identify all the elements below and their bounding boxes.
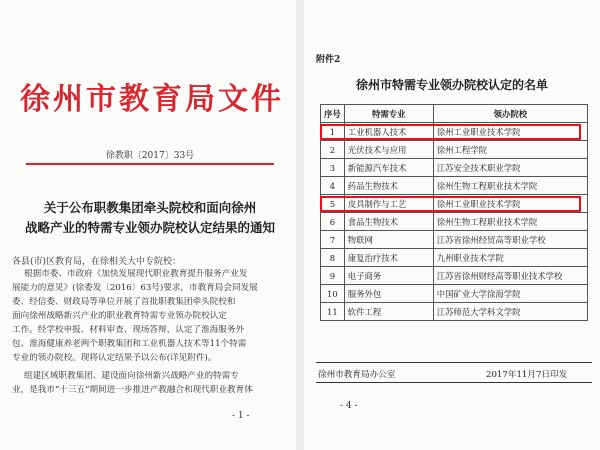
body-line: 包、淮海健康养老两个职教集团和工业机器人技术等11个特需	[12, 339, 247, 349]
page-number: - 4 -	[340, 401, 358, 411]
table-row	[321, 267, 588, 285]
row-number: 4	[321, 177, 345, 195]
table-row	[321, 159, 588, 177]
row-number: 7	[321, 231, 345, 249]
attachment-page	[304, 0, 600, 450]
row-number: 11	[321, 303, 345, 321]
school-name: 徐州工业职业技术学院	[433, 195, 587, 213]
red-divider	[26, 163, 274, 165]
table-row	[321, 177, 588, 195]
specialty-name: 电子商务	[344, 267, 433, 285]
page-number: - 1 -	[232, 411, 250, 421]
footer-date: 2017年11月7日印发	[486, 370, 568, 380]
school-name: 徐州工业职业技术学院	[433, 123, 587, 141]
school-name: 徐州工程学院	[433, 141, 587, 159]
body-line: 专业的领办院校。现将认定结果予以公布(详见附件)。	[12, 353, 217, 363]
body-line: 根据市委、市政府《加快发展现代职业教育提升服务产业发	[24, 269, 248, 279]
body-line: 组建区域职教集团、建设面向徐州新兴战略产业的特需专	[24, 371, 239, 381]
column-header: 特需专业	[344, 105, 433, 123]
table-title: 徐州市特需专业领办院校认定的名单	[355, 78, 548, 92]
school-name: 江苏师范大学科文学院	[433, 303, 587, 321]
table-row	[321, 303, 588, 321]
specialty-name: 药品生物技术	[344, 177, 433, 195]
specialty-name: 软件工程	[344, 303, 433, 321]
school-name: 江苏安全技术职业学院	[433, 159, 587, 177]
row-number: 8	[321, 249, 345, 267]
body-line: 展能力的意见》(徐委发〔2016〕63号)要求，市教育局会同发展	[12, 283, 258, 293]
column-header: 序号	[321, 105, 345, 123]
school-name: 中国矿业大学徐海学院	[433, 285, 587, 303]
specialty-name: 食品生物技术	[344, 213, 433, 231]
specialty-name: 康复治疗技术	[344, 249, 433, 267]
footer-rule-bottom	[316, 382, 592, 383]
notice-page	[0, 0, 296, 450]
specialty-name: 工业机器人技术	[344, 123, 433, 141]
row-number: 3	[321, 159, 345, 177]
table-row	[321, 285, 588, 303]
footer-office: 徐州市教育局办公室	[318, 370, 396, 380]
notice-title-line-1: 关于公布职教集团牵头院校和面向徐州	[43, 200, 257, 215]
document-masthead: 徐州市教育局文件	[20, 82, 284, 117]
notice-title-line-2: 战略产业的特需专业领办院校认定结果的通知	[24, 220, 275, 235]
row-number: 5	[321, 195, 345, 213]
specialty-name: 皮具制作与工艺	[344, 195, 433, 213]
table-row	[321, 249, 588, 267]
table-row	[321, 141, 588, 159]
body-line: 委、经信委、财政局等单位开展了首批职教集团牵头院校和	[12, 297, 236, 307]
school-name: 江苏省徐州财经高等职业技术学校	[433, 267, 587, 285]
school-name: 九州职业技术学院	[433, 249, 587, 267]
row-number: 1	[321, 123, 345, 141]
row-number: 6	[321, 213, 345, 231]
row-number: 10	[321, 285, 345, 303]
row-number: 9	[321, 267, 345, 285]
body-line: 工作。经学校申报、材料审查、现场答辩，认定了淮海服务外	[12, 325, 245, 335]
school-name: 徐州生物工程职业技术学院	[433, 177, 587, 195]
document-number: 徐教职〔2017〕33号	[105, 151, 195, 161]
table-row	[321, 231, 588, 249]
specialty-name: 服务外包	[344, 285, 433, 303]
column-header: 领办院校	[433, 105, 587, 123]
school-name: 江苏省徐州经贸高等职业学校	[433, 231, 587, 249]
specialty-name: 物联网	[344, 231, 433, 249]
body-line: 业，是我市“十三五”期间进一步推进产教融合和现代职业教育体	[12, 385, 253, 395]
table-header-row	[321, 105, 588, 123]
highlight-box-row-5	[320, 196, 581, 212]
table-row	[321, 213, 588, 231]
row-number: 2	[321, 141, 345, 159]
specialty-name: 光伏技术与应用	[344, 141, 433, 159]
specialty-name: 新能源汽车技术	[344, 159, 433, 177]
addressee: 各县(市)区教育局，在徐相关大中专院校：	[12, 257, 182, 267]
school-name: 徐州生物工程职业技术学院	[433, 213, 587, 231]
body-line: 面向徐州战略新兴产业的职业教育特需专业领办院校认定	[12, 311, 227, 321]
page-gutter	[296, 0, 304, 450]
highlight-box-row-1	[320, 124, 581, 140]
attachment-label: 附件2	[316, 55, 341, 65]
footer-rule-top	[316, 362, 592, 363]
